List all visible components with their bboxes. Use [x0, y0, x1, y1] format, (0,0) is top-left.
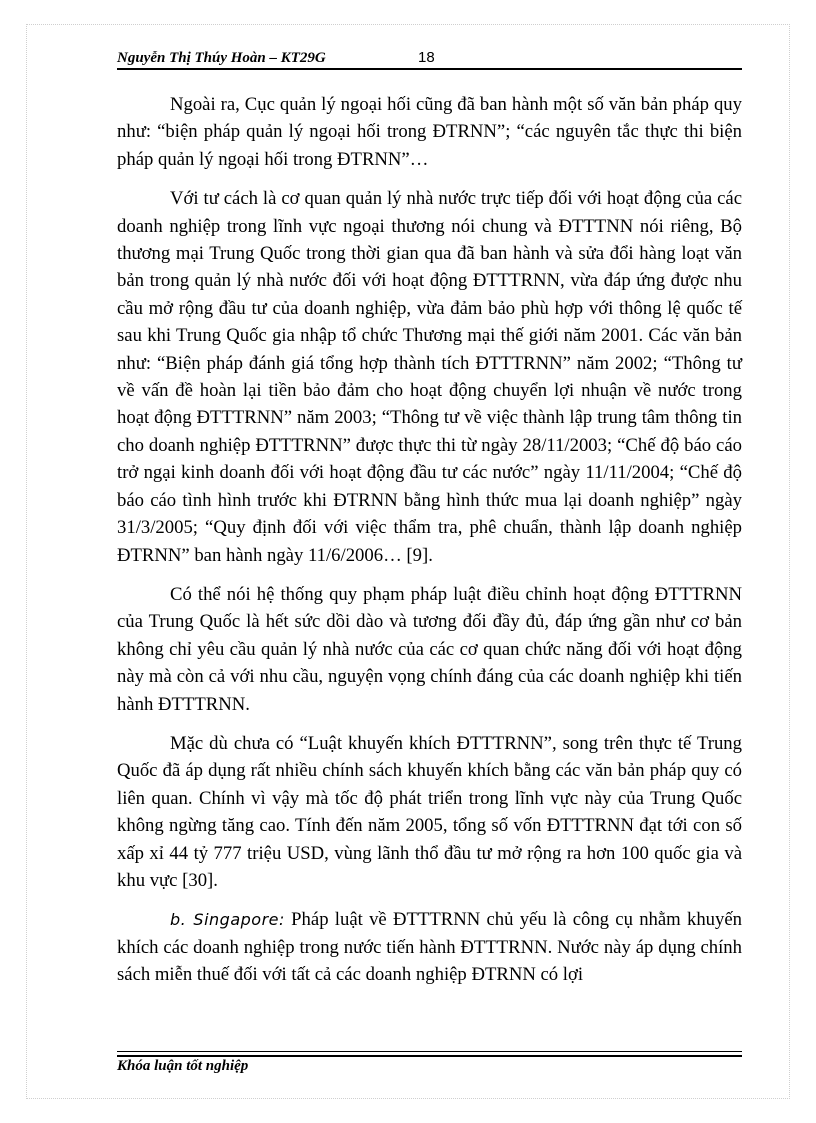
footer-rule [117, 1055, 742, 1057]
paragraph: Mặc dù chưa có “Luật khuyến khích ĐTTTRNN”, song trên thực tế Trung Quốc đã áp dụng rất nhiều chính sách khuyến khích bằng các văn bản pháp quy có liên quan. Chính vì vậy mà tốc độ phát triển trong lĩnh vực này của Trung Quốc không ngừng tăng cao. Tính đến năm 2005, tổng số vốn ĐTTTRNN đạt tới con số xấp xỉ 44 tỷ 777 triệu USD, vùng lãnh thổ đầu tư mở rộng ra hơn 100 quốc gia và khu vực [30]. [117, 732, 742, 891]
page-number: 18 [418, 49, 435, 66]
header-author: Nguyễn Thị Thúy Hoàn – KT29G [117, 50, 326, 66]
paragraph: Ngoài ra, Cục quản lý ngoại hối cũng đã ban hành một số văn bản pháp quy như: “biện pháp quản lý ngoại hối trong ĐTRNN”; “các nguyên tắc thực thi biện pháp quản lý ngoại hối trong ĐTRNN”… [117, 94, 742, 170]
header-rule [117, 68, 742, 70]
page-header [117, 50, 742, 70]
footer-rule [117, 1051, 742, 1052]
paragraph: Với tư cách là cơ quan quản lý nhà nước trực tiếp đối với hoạt động của các doanh nghiệp trong lĩnh vực ngoại thương nói chung và ĐTTTNN nói riêng, Bộ thương mại Trung Quốc trong thời gian qua đã ban hành và sửa đổi hàng loạt văn bản trong quản lý nhà nước đối với hoạt động ĐTTTRNN, vừa đáp ứng được nhu cầu mở rộng đầu tư của doanh nghiệp, vừa đảm bảo phù hợp với thông lệ quốc tế sau khi Trung Quốc gia nhập tổ chức Thương mại thế giới năm 2001. Các văn bản như: “Biện pháp đánh giá tổng hợp thành tích ĐTTTRNN” năm 2002; “Thông tư về vấn đề hoàn lại tiền bảo đảm cho hoạt động chuyển lợi nhuận về nước trong hoạt động ĐTTTRNN” năm 2003; “Thông tư về việc thành lập trung tâm thông tin cho doanh nghiệp ĐTTTRNN” được thực thi từ ngày 28/11/2003; “Chế độ báo cáo trở ngại kinh doanh đối với hoạt động đầu tư các nước” ngày 11/11/2004; “Chế độ báo cáo tình hình trước khi ĐTRNN bằng hình thức mua lại doanh nghiệp” ngày 31/3/2005; “Quy định đối với việc thẩm tra, phê chuẩn, thành lập doanh nghiệp ĐTRNN” ban hành ngày 11/6/2006… [9]. [117, 188, 742, 566]
paragraph-text: Pháp luật về ĐTTTRNN chủ yếu là công cụ nhằm khuyến khích các doanh nghiệp trong nước tiến hành ĐTTTRNN. Nước này áp dụng chính sách miễn thuế đối với tất cả các doanh nghiệp ĐTRNN có lợi [117, 909, 742, 986]
body-text [117, 91, 742, 989]
paragraph: Có thể nói hệ thống quy phạm pháp luật điều chỉnh hoạt động ĐTTTRNN của Trung Quốc là hết sức dồi dào và tương đối đầy đủ, đáp ứng gần như cơ bản không chỉ yêu cầu quản lý nhà nước của các cơ quan chức năng đối với hoạt động này mà còn cả với nhu cầu, nguyện vọng chính đáng của các doanh nghiệp khi tiến hành ĐTTTRNN. [117, 583, 742, 715]
section-lead: b. Singapore: [170, 910, 285, 930]
footer-text: Khóa luận tốt nghiệp [117, 1058, 249, 1074]
paragraph-singapore [117, 906, 742, 988]
